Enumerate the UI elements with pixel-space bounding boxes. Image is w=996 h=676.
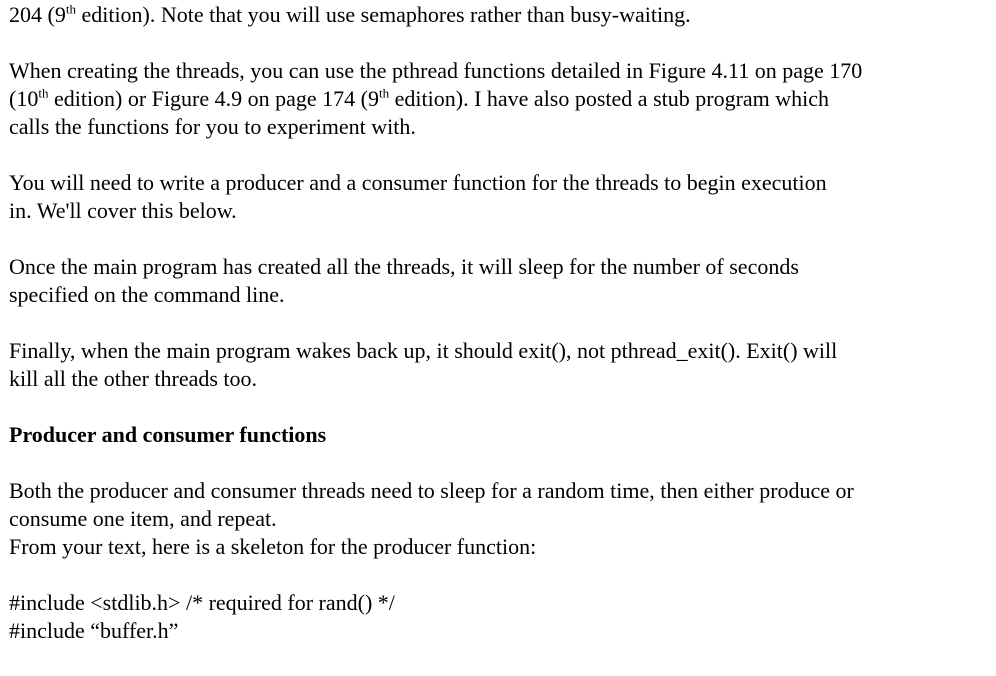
code-line: #include “buffer.h” [9, 618, 179, 643]
text-line: specified on the command line. [9, 282, 285, 307]
text-run: edition). Note that you will use semaphores rather than busy-waiting. [75, 2, 691, 27]
superscript: th [38, 85, 49, 101]
paragraph-creating-threads [9, 57, 984, 141]
text-line: You will need to write a producer and a consumer function for the threads to begin execution [9, 170, 827, 195]
text-line [9, 1, 984, 29]
code-line: #include <stdlib.h> /* required for rand() */ [9, 590, 395, 615]
code-snippet [9, 589, 984, 645]
text-line: kill all the other threads too. [9, 366, 258, 391]
superscript: th [65, 1, 76, 17]
paragraph-edition-note [9, 1, 984, 29]
text-run: 204 (9 [9, 2, 66, 27]
superscript: th [379, 85, 390, 101]
text-run: (10 [9, 86, 39, 111]
text-run: edition). I have also posted a stub program which [389, 86, 830, 111]
paragraph-producer-consumer-intro [9, 169, 984, 225]
paragraph-exit [9, 337, 984, 393]
text-line: Finally, when the main program wakes back up, it should exit(), not pthread_exit(). Exit() will [9, 338, 838, 363]
text-run: edition) or Figure 4.9 on page 174 (9 [48, 86, 380, 111]
paragraph-main-sleep [9, 253, 984, 309]
text-line: From your text, here is a skeleton for the producer function: [9, 534, 537, 559]
text-line: When creating the threads, you can use the pthread functions detailed in Figure 4.11 on page 170 [9, 58, 863, 83]
text-line: Both the producer and consumer threads need to sleep for a random time, then either produce or [9, 478, 854, 503]
text-line: calls the functions for you to experiment with. [9, 114, 416, 139]
text-line: Once the main program has created all the threads, it will sleep for the number of seconds [9, 254, 799, 279]
section-heading: Producer and consumer functions [9, 422, 327, 447]
paragraph-sleep-random [9, 477, 984, 561]
text-line [9, 85, 984, 113]
text-line: consume one item, and repeat. [9, 506, 277, 531]
text-line: in. We'll cover this below. [9, 198, 237, 223]
